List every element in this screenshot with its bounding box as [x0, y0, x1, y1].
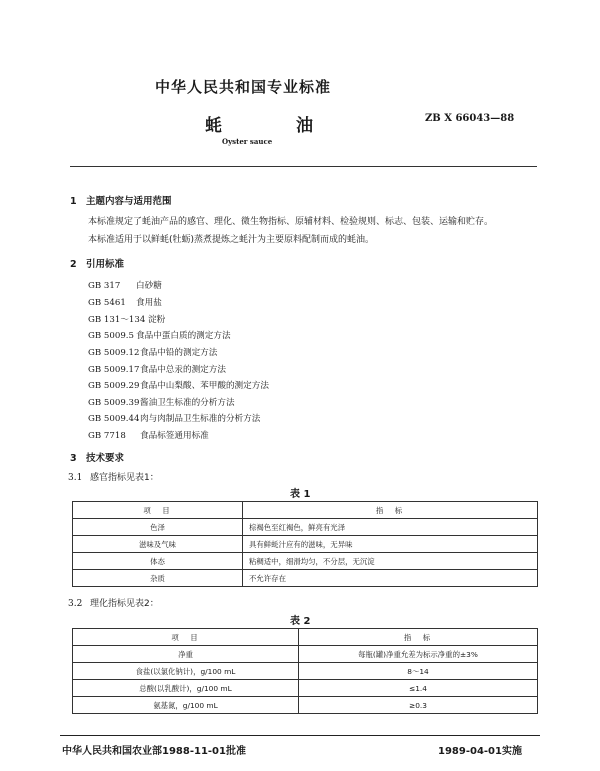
reference-name: 食品中总汞的测定方法: [140, 365, 226, 375]
table-row: [73, 570, 538, 587]
section-1-paragraph-1: 本标准规定了蚝油产品的感官、理化、微生物指标、原辅材料、检验规则、标志、包装、运输和贮存。: [88, 217, 494, 227]
subsection-text: 理化指标见表2：: [90, 599, 159, 609]
table-cell: 粘稠适中，细滑均匀，不分层，无沉淀: [243, 553, 538, 570]
reference-item: [88, 363, 226, 375]
standard-code: ZB X 66043—88: [425, 113, 515, 124]
subsection-3-1: [68, 470, 159, 483]
subsection-number: 3.1: [68, 473, 83, 483]
reference-item: [88, 429, 209, 441]
reference-name: 肉与肉制品卫生标准的分析方法: [140, 414, 261, 424]
section-1-paragraph-2: 本标准适用于以鲜蚝(牡蛎)蒸煮提炼之蚝汁为主要原料配制而成的蚝油。: [88, 235, 375, 245]
table-cell: 棕褐色至红褐色，鲜亮有光泽: [243, 519, 538, 536]
reference-code: GB 5009.44: [88, 414, 140, 424]
table-2-caption: 表 2: [290, 616, 311, 627]
reference-code: GB 5009.5: [88, 331, 134, 341]
document-title-char-1: 蚝: [205, 116, 222, 136]
reference-name: 食品中铅的测定方法: [140, 348, 218, 358]
column-header-index: 指 标: [299, 629, 538, 646]
table-header-row: [73, 629, 538, 646]
document-title: [205, 111, 313, 136]
table-cell: 体态: [73, 553, 243, 570]
table-header-row: [73, 502, 538, 519]
reference-item: [88, 412, 260, 424]
reference-item: [88, 346, 217, 358]
reference-item: [88, 329, 231, 341]
section-1-heading: [70, 193, 172, 207]
column-header-index: 指 标: [243, 502, 538, 519]
reference-code: GB 5009.17: [88, 365, 140, 375]
table-1-caption: 表 1: [290, 489, 311, 500]
table-row: [73, 553, 538, 570]
standard-title: 中华人民共和国专业标准: [155, 78, 332, 96]
subsection-text: 感官指标见表1：: [90, 473, 159, 483]
reference-name: 白砂糖: [136, 281, 162, 291]
reference-item: [88, 296, 162, 308]
section-title: 主题内容与适用范围: [86, 196, 172, 207]
section-title: 引用标准: [86, 259, 125, 270]
table-cell: 每瓶(罐)净重允差为标示净重的±3%: [299, 646, 538, 663]
column-header-item: 项 目: [73, 629, 299, 646]
reference-name: 食品中蛋白质的测定方法: [136, 331, 231, 341]
sensory-table: [72, 501, 538, 587]
section-number: 1: [70, 196, 77, 207]
column-header-item: 项 目: [73, 502, 243, 519]
reference-code: GB 5461: [88, 298, 126, 308]
table-row: [73, 663, 538, 680]
footer-divider: [60, 735, 540, 736]
table-row: [73, 680, 538, 697]
subsection-3-2: [68, 596, 159, 609]
table-cell: 总酸(以乳酸计)，g/100 mL: [73, 680, 299, 697]
physicochemical-table: [72, 628, 538, 714]
english-title: Oyster sauce: [222, 137, 273, 146]
reference-name: 酱油卫生标准的分析方法: [140, 398, 235, 408]
reference-code: GB 131～134: [88, 315, 146, 325]
reference-name: 食品标签通用标准: [140, 431, 209, 441]
reference-code: GB 317: [88, 281, 121, 291]
reference-item: [88, 279, 162, 291]
table-cell: 滋味及气味: [73, 536, 243, 553]
table-cell: 具有鲜蚝汁应有的滋味，无异味: [243, 536, 538, 553]
subsection-number: 3.2: [68, 599, 83, 609]
table-row: [73, 519, 538, 536]
reference-name: 淀粉: [148, 315, 166, 325]
header-divider: [70, 166, 537, 167]
section-3-heading: [70, 450, 124, 464]
implementation-date: 1989-04-01实施: [438, 746, 522, 757]
table-cell: 8～14: [299, 663, 538, 680]
section-number: 3: [70, 453, 77, 464]
document-title-char-2: 油: [296, 116, 313, 136]
table-cell: ≥0.3: [299, 697, 538, 714]
table-cell: 食盐(以氯化钠计)，g/100 mL: [73, 663, 299, 680]
table-cell: 氨基氮，g/100 mL: [73, 697, 299, 714]
table-cell: 不允许存在: [243, 570, 538, 587]
reference-code: GB 7718: [88, 431, 126, 441]
section-title: 技术要求: [86, 453, 125, 464]
section-2-heading: [70, 256, 124, 270]
reference-item: [88, 396, 235, 408]
table-row: [73, 697, 538, 714]
section-number: 2: [70, 259, 77, 270]
reference-code: GB 5009.39: [88, 398, 140, 408]
table-cell: 杂质: [73, 570, 243, 587]
table-row: [73, 646, 538, 663]
reference-item: [88, 379, 269, 391]
reference-item: [88, 313, 165, 325]
table-cell: 色泽: [73, 519, 243, 536]
table-row: [73, 536, 538, 553]
reference-name: 食品中山梨酸、苯甲酸的测定方法: [140, 381, 269, 391]
approval-line: 中华人民共和国农业部1988-11-01批准: [62, 746, 246, 757]
reference-code: GB 5009.12: [88, 348, 140, 358]
table-cell: ≤1.4: [299, 680, 538, 697]
table-cell: 净重: [73, 646, 299, 663]
reference-name: 食用盐: [136, 298, 162, 308]
reference-code: GB 5009.29: [88, 381, 140, 391]
